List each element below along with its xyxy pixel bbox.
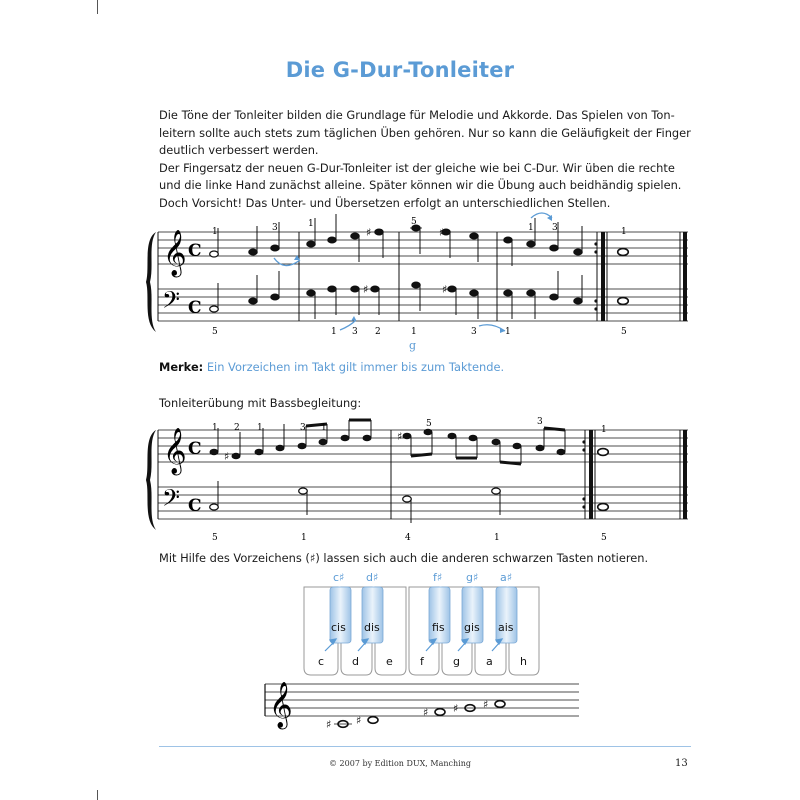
svg-text:3: 3 bbox=[300, 423, 306, 433]
svg-text:♯: ♯ bbox=[439, 226, 445, 239]
paragraph-line: Der Fingersatz der neuen G-Dur-Tonleiter ist der gleiche wie bei C-Dur. Wir üben die rechte bbox=[159, 160, 675, 175]
notation-staff bbox=[265, 684, 579, 716]
paragraph-line: leitern sollte auch stets zum täglichen Üben gehören. Nur so kann die Geläufigkeit der Finger bbox=[159, 125, 691, 140]
svg-text:2: 2 bbox=[234, 423, 240, 433]
svg-text:f♯: f♯ bbox=[433, 571, 443, 584]
exercise-label: Tonleiterübung mit Bassbegleitung: bbox=[159, 396, 362, 410]
svg-text:3: 3 bbox=[352, 327, 358, 337]
svg-text:5: 5 bbox=[621, 327, 627, 337]
svg-text:3: 3 bbox=[552, 223, 558, 233]
svg-text:c♯: c♯ bbox=[333, 571, 345, 584]
svg-text:1: 1 bbox=[301, 533, 307, 543]
svg-text:c: c bbox=[318, 655, 325, 668]
lh-note-label: g bbox=[409, 339, 417, 352]
svg-text:3: 3 bbox=[272, 223, 278, 233]
svg-text:d: d bbox=[352, 655, 359, 668]
svg-text:3: 3 bbox=[537, 417, 543, 427]
sharp-accidentals bbox=[326, 698, 488, 731]
time-signature: C bbox=[188, 439, 202, 459]
time-signature: C bbox=[188, 241, 202, 261]
svg-text:♯: ♯ bbox=[423, 706, 429, 719]
svg-text:♯: ♯ bbox=[453, 702, 459, 715]
svg-text:1: 1 bbox=[321, 423, 327, 433]
svg-text:♯: ♯ bbox=[326, 718, 332, 731]
svg-text:a: a bbox=[486, 655, 493, 668]
paragraph-line: Die Töne der Tonleiter bilden die Grundlage für Melodie und Akkorde. Das Spielen von Ton- bbox=[159, 108, 675, 122]
svg-text:e: e bbox=[386, 655, 393, 668]
svg-text:cis: cis bbox=[331, 621, 346, 634]
svg-text:fis: fis bbox=[432, 621, 445, 634]
copyright-notice: © 2007 by Edition DUX, Manching bbox=[329, 759, 471, 768]
svg-text:1: 1 bbox=[411, 327, 417, 337]
svg-text:♯: ♯ bbox=[356, 714, 362, 727]
svg-text:♯: ♯ bbox=[224, 450, 230, 463]
svg-text:ais: ais bbox=[498, 621, 514, 634]
svg-text:g: g bbox=[453, 655, 460, 668]
svg-text:1: 1 bbox=[308, 219, 314, 229]
svg-text:dis: dis bbox=[364, 621, 380, 634]
bass-clef-icon: 𝄢 bbox=[162, 484, 181, 517]
merke-text: Ein Vorzeichen im Takt gilt immer bis zum Taktende. bbox=[206, 360, 505, 374]
svg-text:f: f bbox=[420, 655, 424, 668]
time-signature: C bbox=[188, 298, 202, 318]
svg-text:h: h bbox=[520, 655, 527, 668]
page-number: 13 bbox=[675, 758, 688, 769]
svg-text:d♯: d♯ bbox=[366, 571, 379, 584]
svg-text:1: 1 bbox=[528, 223, 534, 233]
merke-label: Merke: bbox=[159, 360, 204, 374]
time-signature: C bbox=[188, 496, 202, 516]
crop-mark-bottom bbox=[97, 790, 98, 800]
svg-text:1: 1 bbox=[331, 327, 337, 337]
paragraph-line: Doch Vorsicht! Das Unter- und Übersetzen erfolgt an unterschiedlichen Stellen. bbox=[159, 195, 611, 210]
svg-text:5: 5 bbox=[411, 217, 417, 227]
page-title: Die G-Dur-Tonleiter bbox=[285, 58, 515, 82]
footer-rule bbox=[159, 746, 691, 747]
treble-clef-icon: 𝄞 bbox=[269, 682, 293, 728]
svg-text:a♯: a♯ bbox=[500, 571, 513, 584]
svg-text:1: 1 bbox=[601, 425, 607, 435]
svg-text:1: 1 bbox=[212, 423, 218, 433]
treble-clef-icon: 𝄞 bbox=[163, 230, 187, 276]
paragraph-line: deutlich verbessert werden. bbox=[159, 143, 319, 158]
svg-text:♯: ♯ bbox=[397, 430, 403, 443]
svg-text:♯: ♯ bbox=[442, 283, 448, 296]
svg-text:5: 5 bbox=[212, 327, 218, 337]
svg-text:5: 5 bbox=[601, 533, 607, 543]
svg-text:1: 1 bbox=[494, 533, 500, 543]
svg-text:g♯: g♯ bbox=[466, 571, 479, 584]
svg-text:1: 1 bbox=[505, 327, 511, 337]
svg-text:5: 5 bbox=[212, 533, 218, 543]
paragraph-line: und die linke Hand zunächst alleine. Später können wir die Übung auch beidhändig spielen. bbox=[159, 178, 682, 193]
svg-text:5: 5 bbox=[426, 419, 432, 429]
svg-text:gis: gis bbox=[464, 621, 480, 634]
treble-clef-icon: 𝄞 bbox=[163, 428, 187, 474]
svg-text:2: 2 bbox=[375, 327, 381, 337]
svg-text:♯: ♯ bbox=[366, 226, 372, 239]
svg-text:1: 1 bbox=[257, 423, 263, 433]
bass-clef-icon: 𝄢 bbox=[162, 286, 181, 319]
svg-text:1: 1 bbox=[212, 227, 218, 237]
svg-text:♯: ♯ bbox=[363, 283, 369, 296]
sharp-sentence: Mit Hilfe des Vorzeichens (♯) lassen sich auch die anderen schwarzen Tasten notieren. bbox=[159, 551, 649, 565]
svg-text:♯: ♯ bbox=[483, 698, 489, 711]
svg-text:1: 1 bbox=[621, 227, 627, 237]
svg-text:3: 3 bbox=[471, 327, 477, 337]
svg-text:4: 4 bbox=[405, 533, 411, 543]
